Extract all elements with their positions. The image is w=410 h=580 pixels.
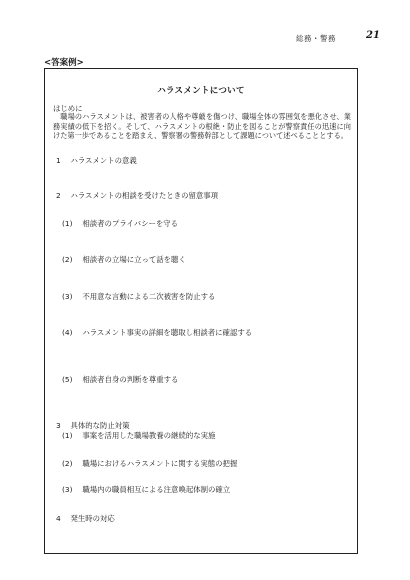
item-number: (3) (62, 485, 73, 494)
section-2-item-4 (62, 327, 252, 338)
section-4-heading (56, 513, 115, 524)
item-text: ハラスメント事実の詳細を聴取し相談者に確認する (82, 328, 253, 337)
item-number: (3) (62, 292, 73, 301)
section-2-heading (56, 190, 218, 201)
section-title: ハラスメントの意義 (70, 156, 137, 165)
item-number: (1) (62, 219, 73, 228)
item-text: 相談者の立場に立って話を聴く (82, 255, 186, 264)
section-2-item-1 (62, 218, 178, 229)
page-number: 21 (366, 30, 380, 41)
running-header-section: 総務・警務 (296, 34, 336, 43)
item-number: (5) (62, 375, 73, 384)
section-2-item-3 (62, 291, 215, 302)
item-number: (2) (62, 255, 73, 264)
section-3-item-3 (62, 484, 230, 495)
section-2-item-5 (62, 374, 178, 385)
item-number: (1) (62, 431, 73, 440)
section-number: 2 (56, 191, 61, 200)
answer-example-label: <答案例> (44, 58, 84, 68)
section-title: 具体的な防止対策 (70, 421, 130, 430)
section-3-item-1 (62, 430, 215, 441)
section-3-item-2 (62, 458, 237, 469)
item-number: (2) (62, 459, 73, 468)
section-title: 発生時の対応 (70, 514, 115, 523)
answer-document-frame (44, 68, 358, 554)
item-text: 不用意な言動による二次被害を防止する (82, 292, 216, 301)
intro-heading: はじめに (53, 104, 83, 113)
section-number: 1 (56, 156, 61, 165)
document-title: ハラスメントについて (157, 86, 245, 96)
item-number: (4) (62, 328, 73, 337)
section-1-heading (56, 155, 137, 166)
item-text: 職場内の職員相互による注意喚起体制の確立 (82, 485, 231, 494)
item-text: 事案を活用した職場教養の継続的な実施 (82, 431, 216, 440)
intro-paragraph: 職場のハラスメントは、被害者の人格や尊厳を傷つけ、職場全体の雰囲気を悪化させ、業務実績の低下を招く。そして、ハラスメントの根絶・防止を図ることが警察責任の迅速に向けた第一歩であることを踏まえ、警察署の警務幹部として課題について述べることとする。 (53, 112, 351, 141)
item-text: 職場におけるハラスメントに関する実態の把握 (82, 459, 238, 468)
item-text: 相談者のプライバシーを守る (82, 219, 179, 228)
item-text: 相談者自身の判断を尊重する (82, 375, 179, 384)
section-number: 4 (56, 514, 61, 523)
section-2-item-2 (62, 254, 186, 265)
section-number: 3 (56, 421, 61, 430)
section-title: ハラスメントの相談を受けたときの留意事項 (70, 191, 219, 200)
